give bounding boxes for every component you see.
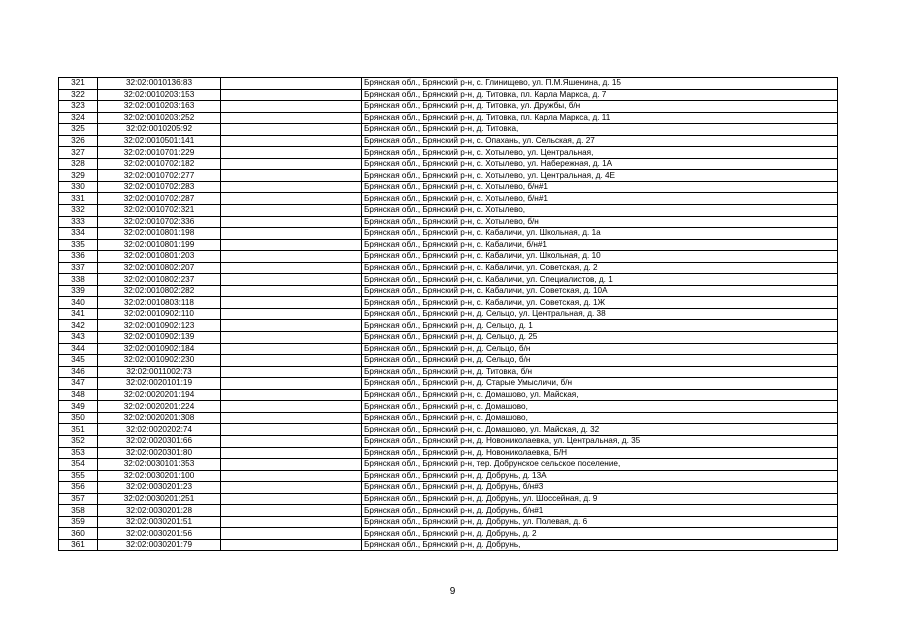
cadastral-number-cell: 32:02:0010802:207 xyxy=(98,262,221,274)
empty-cell xyxy=(221,228,362,240)
cadastral-number-cell: 32:02:0010702:283 xyxy=(98,181,221,193)
empty-cell xyxy=(221,285,362,297)
address-cell: Брянская обл., Брянский р-н, с. Хотылево, xyxy=(362,205,838,217)
cadastral-number-cell: 32:02:0030201:56 xyxy=(98,528,221,540)
table-row xyxy=(59,239,838,251)
row-number-cell: 342 xyxy=(59,320,98,332)
table-row xyxy=(59,505,838,517)
cadastral-number-cell: 32:02:0010203:153 xyxy=(98,89,221,101)
table-row xyxy=(59,158,838,170)
table-row xyxy=(59,366,838,378)
address-cell: Брянская обл., Брянский р-н, с. Кабаличи, ул. Специалистов, д. 1 xyxy=(362,274,838,286)
table-row xyxy=(59,135,838,147)
table-row xyxy=(59,308,838,320)
table-row xyxy=(59,297,838,309)
empty-cell xyxy=(221,251,362,263)
table-row xyxy=(59,285,838,297)
empty-cell xyxy=(221,493,362,505)
row-number-cell: 326 xyxy=(59,135,98,147)
address-cell: Брянская обл., Брянский р-н, д. Новониколаевка, Б/Н xyxy=(362,447,838,459)
row-number-cell: 321 xyxy=(59,78,98,90)
empty-cell xyxy=(221,170,362,182)
table-row xyxy=(59,355,838,367)
address-cell: Брянская обл., Брянский р-н, д. Добрунь, д. 13А xyxy=(362,470,838,482)
table-row xyxy=(59,216,838,228)
table-row xyxy=(59,147,838,159)
cadastral-number-cell: 32:02:0010801:198 xyxy=(98,228,221,240)
row-number-cell: 344 xyxy=(59,343,98,355)
address-cell: Брянская обл., Брянский р-н, с. Домашово, xyxy=(362,401,838,413)
address-cell: Брянская обл., Брянский р-н, д. Сельцо, ул. Центральная, д. 38 xyxy=(362,308,838,320)
row-number-cell: 329 xyxy=(59,170,98,182)
cadastral-number-cell: 32:02:0030201:251 xyxy=(98,493,221,505)
empty-cell xyxy=(221,89,362,101)
row-number-cell: 337 xyxy=(59,262,98,274)
address-cell: Брянская обл., Брянский р-н, тер. Добрунское сельское поселение, xyxy=(362,459,838,471)
address-cell: Брянская обл., Брянский р-н, с. Хотылево, б/н xyxy=(362,216,838,228)
empty-cell xyxy=(221,482,362,494)
row-number-cell: 341 xyxy=(59,308,98,320)
row-number-cell: 348 xyxy=(59,389,98,401)
cadastral-number-cell: 32:02:0030201:79 xyxy=(98,539,221,551)
address-cell: Брянская обл., Брянский р-н, с. Кабаличи, ул. Школьная, д. 10 xyxy=(362,251,838,263)
row-number-cell: 352 xyxy=(59,435,98,447)
row-number-cell: 350 xyxy=(59,412,98,424)
cadastral-number-cell: 32:02:0010802:237 xyxy=(98,274,221,286)
row-number-cell: 323 xyxy=(59,101,98,113)
cadastral-number-cell: 32:02:0010501:141 xyxy=(98,135,221,147)
page-number: 9 xyxy=(449,586,456,597)
address-cell: Брянская обл., Брянский р-н, с. Кабаличи, ул. Школьная, д. 1а xyxy=(362,228,838,240)
empty-cell xyxy=(221,158,362,170)
row-number-cell: 331 xyxy=(59,193,98,205)
table-row xyxy=(59,205,838,217)
cadastral-number-cell: 32:02:0010803:118 xyxy=(98,297,221,309)
registry-table xyxy=(58,77,838,551)
empty-cell xyxy=(221,366,362,378)
row-number-cell: 353 xyxy=(59,447,98,459)
cadastral-number-cell: 32:02:0010702:287 xyxy=(98,193,221,205)
address-cell: Брянская обл., Брянский р-н, с. Кабаличи, ул. Советская, д. 1Ж xyxy=(362,297,838,309)
address-cell: Брянская обл., Брянский р-н, д. Титовка, пл. Карла Маркса, д. 7 xyxy=(362,89,838,101)
empty-cell xyxy=(221,216,362,228)
table-row xyxy=(59,193,838,205)
row-number-cell: 361 xyxy=(59,539,98,551)
cadastral-number-cell: 32:02:0010902:110 xyxy=(98,308,221,320)
row-number-cell: 349 xyxy=(59,401,98,413)
table-row xyxy=(59,320,838,332)
row-number-cell: 358 xyxy=(59,505,98,517)
address-cell: Брянская обл., Брянский р-н, с. Домашово, xyxy=(362,412,838,424)
address-cell: Брянская обл., Брянский р-н, д. Сельцо, д. 25 xyxy=(362,332,838,344)
address-cell: Брянская обл., Брянский р-н, с. Хотылево, ул. Набережная, д. 1А xyxy=(362,158,838,170)
address-cell: Брянская обл., Брянский р-н, с. Хотылево, ул. Центральная, xyxy=(362,147,838,159)
empty-cell xyxy=(221,274,362,286)
empty-cell xyxy=(221,539,362,551)
table-row xyxy=(59,89,838,101)
table-row xyxy=(59,539,838,551)
row-number-cell: 343 xyxy=(59,332,98,344)
empty-cell xyxy=(221,135,362,147)
empty-cell xyxy=(221,124,362,136)
empty-cell xyxy=(221,516,362,528)
table-row xyxy=(59,447,838,459)
cadastral-number-cell: 32:02:0011002:73 xyxy=(98,366,221,378)
cadastral-number-cell: 32:02:0010702:277 xyxy=(98,170,221,182)
cadastral-number-cell: 32:02:0030201:51 xyxy=(98,516,221,528)
empty-cell xyxy=(221,147,362,159)
row-number-cell: 328 xyxy=(59,158,98,170)
cadastral-number-cell: 32:02:0020201:308 xyxy=(98,412,221,424)
table-row xyxy=(59,181,838,193)
address-cell: Брянская обл., Брянский р-н, д. Добрунь, д. 2 xyxy=(362,528,838,540)
row-number-cell: 357 xyxy=(59,493,98,505)
address-cell: Брянская обл., Брянский р-н, д. Титовка, пл. Карла Маркса, д. 11 xyxy=(362,112,838,124)
address-cell: Брянская обл., Брянский р-н, д. Сельцо, д. 1 xyxy=(362,320,838,332)
cadastral-number-cell: 32:02:0010205:92 xyxy=(98,124,221,136)
cadastral-number-cell: 32:02:0030101:353 xyxy=(98,459,221,471)
cadastral-number-cell: 32:02:0030201:28 xyxy=(98,505,221,517)
address-cell: Брянская обл., Брянский р-н, д. Титовка, ул. Дружбы, б/н xyxy=(362,101,838,113)
empty-cell xyxy=(221,378,362,390)
row-number-cell: 355 xyxy=(59,470,98,482)
empty-cell xyxy=(221,332,362,344)
cadastral-number-cell: 32:02:0020301:66 xyxy=(98,435,221,447)
row-number-cell: 333 xyxy=(59,216,98,228)
cadastral-number-cell: 32:02:0010902:139 xyxy=(98,332,221,344)
table-row xyxy=(59,459,838,471)
empty-cell xyxy=(221,459,362,471)
table-row xyxy=(59,170,838,182)
empty-cell xyxy=(221,528,362,540)
row-number-cell: 347 xyxy=(59,378,98,390)
address-cell: Брянская обл., Брянский р-н, с. Кабаличи, ул. Советская, д. 10А xyxy=(362,285,838,297)
table-row xyxy=(59,124,838,136)
row-number-cell: 324 xyxy=(59,112,98,124)
cadastral-number-cell: 32:02:0020201:224 xyxy=(98,401,221,413)
empty-cell xyxy=(221,205,362,217)
table-row xyxy=(59,493,838,505)
empty-cell xyxy=(221,112,362,124)
empty-cell xyxy=(221,320,362,332)
table-row xyxy=(59,78,838,90)
row-number-cell: 360 xyxy=(59,528,98,540)
row-number-cell: 332 xyxy=(59,205,98,217)
row-number-cell: 345 xyxy=(59,355,98,367)
address-cell: Брянская обл., Брянский р-н, д. Добрунь, ул. Полевая, д. 6 xyxy=(362,516,838,528)
table-row xyxy=(59,251,838,263)
table-row xyxy=(59,516,838,528)
cadastral-number-cell: 32:02:0020301:80 xyxy=(98,447,221,459)
empty-cell xyxy=(221,343,362,355)
table-row xyxy=(59,528,838,540)
cadastral-number-cell: 32:02:0010702:321 xyxy=(98,205,221,217)
row-number-cell: 334 xyxy=(59,228,98,240)
address-cell: Брянская обл., Брянский р-н, с. Кабаличи, ул. Советская, д. 2 xyxy=(362,262,838,274)
table-row xyxy=(59,424,838,436)
address-cell: Брянская обл., Брянский р-н, с. Хотылево, б/н#1 xyxy=(362,193,838,205)
address-cell: Брянская обл., Брянский р-н, д. Сельцо, б/н xyxy=(362,343,838,355)
table-row xyxy=(59,101,838,113)
address-cell: Брянская обл., Брянский р-н, с. Домашово, ул. Майская, xyxy=(362,389,838,401)
address-cell: Брянская обл., Брянский р-н, с. Кабаличи, б/н#1 xyxy=(362,239,838,251)
row-number-cell: 340 xyxy=(59,297,98,309)
empty-cell xyxy=(221,447,362,459)
address-cell: Брянская обл., Брянский р-н, с. Домашово, ул. Майская, д. 32 xyxy=(362,424,838,436)
empty-cell xyxy=(221,470,362,482)
empty-cell xyxy=(221,78,362,90)
cadastral-number-cell: 32:02:0010801:203 xyxy=(98,251,221,263)
cadastral-number-cell: 32:02:0030201:23 xyxy=(98,482,221,494)
table-row xyxy=(59,343,838,355)
row-number-cell: 327 xyxy=(59,147,98,159)
address-cell: Брянская обл., Брянский р-н, д. Старые Умысличи, б/н xyxy=(362,378,838,390)
table-row xyxy=(59,435,838,447)
address-cell: Брянская обл., Брянский р-н, д. Титовка, б/н xyxy=(362,366,838,378)
cadastral-number-cell: 32:02:0010702:336 xyxy=(98,216,221,228)
table-row xyxy=(59,378,838,390)
table-row xyxy=(59,482,838,494)
cadastral-number-cell: 32:02:0010802:282 xyxy=(98,285,221,297)
address-cell: Брянская обл., Брянский р-н, д. Титовка, xyxy=(362,124,838,136)
table-row xyxy=(59,470,838,482)
empty-cell xyxy=(221,412,362,424)
address-cell: Брянская обл., Брянский р-н, д. Новониколаевка, ул. Центральная, д. 35 xyxy=(362,435,838,447)
table-row xyxy=(59,262,838,274)
address-cell: Брянская обл., Брянский р-н, д. Сельцо, б/н xyxy=(362,355,838,367)
table-row xyxy=(59,412,838,424)
empty-cell xyxy=(221,435,362,447)
row-number-cell: 346 xyxy=(59,366,98,378)
empty-cell xyxy=(221,239,362,251)
empty-cell xyxy=(221,424,362,436)
address-cell: Брянская обл., Брянский р-н, с. Опахань, ул. Сельская, д. 27 xyxy=(362,135,838,147)
table-row xyxy=(59,112,838,124)
cadastral-number-cell: 32:02:0020201:194 xyxy=(98,389,221,401)
cadastral-number-cell: 32:02:0010902:184 xyxy=(98,343,221,355)
row-number-cell: 336 xyxy=(59,251,98,263)
row-number-cell: 354 xyxy=(59,459,98,471)
table-row xyxy=(59,401,838,413)
empty-cell xyxy=(221,355,362,367)
table-row xyxy=(59,332,838,344)
address-cell: Брянская обл., Брянский р-н, с. Хотылево, ул. Центральная, д. 4Е xyxy=(362,170,838,182)
cadastral-number-cell: 32:02:0010902:230 xyxy=(98,355,221,367)
cadastral-number-cell: 32:02:0010203:252 xyxy=(98,112,221,124)
empty-cell xyxy=(221,101,362,113)
cadastral-number-cell: 32:02:0020101:19 xyxy=(98,378,221,390)
row-number-cell: 338 xyxy=(59,274,98,286)
table-row xyxy=(59,274,838,286)
table-row xyxy=(59,228,838,240)
address-cell: Брянская обл., Брянский р-н, д. Добрунь, б/н#1 xyxy=(362,505,838,517)
empty-cell xyxy=(221,262,362,274)
empty-cell xyxy=(221,389,362,401)
address-cell: Брянская обл., Брянский р-н, с. Глинищево, ул. П.М.Яшенина, д. 15 xyxy=(362,78,838,90)
row-number-cell: 356 xyxy=(59,482,98,494)
cadastral-number-cell: 32:02:0010203:163 xyxy=(98,101,221,113)
empty-cell xyxy=(221,297,362,309)
empty-cell xyxy=(221,193,362,205)
row-number-cell: 359 xyxy=(59,516,98,528)
cadastral-number-cell: 32:02:0010136:83 xyxy=(98,78,221,90)
row-number-cell: 351 xyxy=(59,424,98,436)
row-number-cell: 339 xyxy=(59,285,98,297)
row-number-cell: 335 xyxy=(59,239,98,251)
address-cell: Брянская обл., Брянский р-н, с. Хотылево, б/н#1 xyxy=(362,181,838,193)
cadastral-number-cell: 32:02:0010902:123 xyxy=(98,320,221,332)
table-row xyxy=(59,389,838,401)
address-cell: Брянская обл., Брянский р-н, д. Добрунь, ул. Шоссейная, д. 9 xyxy=(362,493,838,505)
registry-table-body xyxy=(59,78,838,551)
row-number-cell: 325 xyxy=(59,124,98,136)
cadastral-number-cell: 32:02:0020202:74 xyxy=(98,424,221,436)
row-number-cell: 322 xyxy=(59,89,98,101)
row-number-cell: 330 xyxy=(59,181,98,193)
cadastral-number-cell: 32:02:0010701:229 xyxy=(98,147,221,159)
empty-cell xyxy=(221,308,362,320)
cadastral-number-cell: 32:02:0010801:199 xyxy=(98,239,221,251)
cadastral-number-cell: 32:02:0030201:100 xyxy=(98,470,221,482)
empty-cell xyxy=(221,181,362,193)
empty-cell xyxy=(221,505,362,517)
cadastral-number-cell: 32:02:0010702:182 xyxy=(98,158,221,170)
address-cell: Брянская обл., Брянский р-н, д. Добрунь, xyxy=(362,539,838,551)
empty-cell xyxy=(221,401,362,413)
address-cell: Брянская обл., Брянский р-н, д. Добрунь, б/н#3 xyxy=(362,482,838,494)
